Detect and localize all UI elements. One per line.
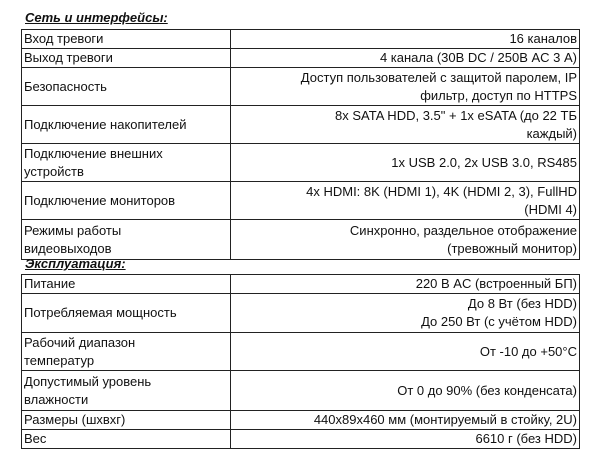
operation-spec-table — [21, 274, 580, 449]
value-line: (HDMI 4) — [524, 201, 577, 217]
key-line: Подключение внешних — [24, 145, 163, 161]
value-line: До 250 Вт (с учётом HDD) — [421, 314, 577, 329]
spec-value — [231, 294, 580, 333]
value-line: До 8 Вт (без HDD) — [467, 296, 577, 311]
table-row — [22, 220, 580, 260]
spec-value: 16 каналов — [231, 30, 580, 49]
value-line: каждый) — [526, 125, 577, 141]
spec-key: Питание — [22, 275, 231, 294]
spec-value — [231, 220, 580, 260]
key-line: Допустимый уровень — [24, 373, 152, 389]
key-line: температур — [24, 352, 95, 368]
spec-key: Безопасность — [22, 68, 231, 106]
spec-value: 1x USB 2.0, 2x USB 3.0, RS485 — [231, 144, 580, 182]
table-row — [22, 106, 580, 144]
table-row — [22, 333, 580, 371]
value-line: 4x HDMI: 8K (HDMI 1), 4K (HDMI 2, 3), FullHD — [306, 183, 577, 199]
spec-key: Вес — [22, 430, 231, 449]
spec-value — [231, 182, 580, 220]
table-row — [22, 294, 580, 333]
network-spec-table — [21, 29, 580, 260]
key-line: Режимы работы — [24, 222, 122, 238]
key-line: устройств — [24, 163, 84, 179]
table-row — [22, 144, 580, 182]
table-row — [22, 182, 580, 220]
spec-key — [22, 371, 231, 411]
key-line: влажности — [24, 391, 89, 407]
spec-value: 6610 г (без HDD) — [231, 430, 580, 449]
spec-value — [231, 68, 580, 106]
spec-value: 220 В AC (встроенный БП) — [231, 275, 580, 294]
table-row — [22, 30, 580, 49]
spec-key: Подключение накопителей — [22, 106, 231, 144]
value-line: (тревожный монитор) — [447, 240, 577, 256]
table-row — [22, 275, 580, 294]
spec-value: От -10 до +50°C — [231, 333, 580, 371]
spec-key — [22, 144, 231, 182]
key-line: Рабочий диапазон — [24, 334, 136, 350]
spec-value: 4 канала (30В DC / 250В AC 3 А) — [231, 49, 580, 68]
table-row — [22, 49, 580, 68]
table-row — [22, 411, 580, 430]
section-title-network: Сеть и интерфейсы: — [25, 10, 168, 25]
value-line: Синхронно, раздельное отображение — [349, 222, 577, 238]
spec-value: 440x89x460 мм (монтируемый в стойку, 2U) — [231, 411, 580, 430]
spec-value — [231, 106, 580, 144]
section-title-operation: Эксплуатация: — [25, 256, 126, 271]
value-line: фильтр, доступ по HTTPS — [420, 87, 577, 103]
key-line: видеовыходов — [24, 240, 112, 256]
spec-key: Подключение мониторов — [22, 182, 231, 220]
spec-key: Потребляемая мощность — [22, 294, 231, 333]
spec-key: Размеры (шхвхг) — [22, 411, 231, 430]
table-row — [22, 430, 580, 449]
table-row — [22, 371, 580, 411]
spec-key — [22, 333, 231, 371]
table-row — [22, 68, 580, 106]
spec-value: От 0 до 90% (без конденсата) — [231, 371, 580, 411]
spec-key: Выход тревоги — [22, 49, 231, 68]
value-line: Доступ пользователей с защитой паролем, IP — [300, 69, 577, 85]
spec-key — [22, 220, 231, 260]
value-line: 8x SATA HDD, 3.5" + 1x eSATA (до 22 ТБ — [335, 107, 577, 123]
spec-key: Вход тревоги — [22, 30, 231, 49]
